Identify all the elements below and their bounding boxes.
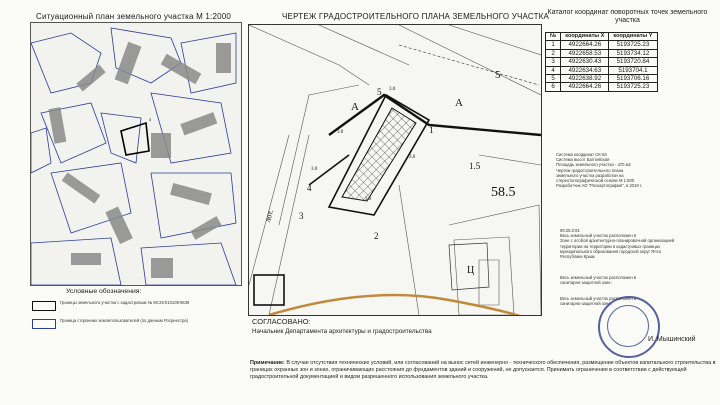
dim-label-1: 3.0: [389, 87, 396, 92]
notes-block: [560, 228, 714, 306]
situational-plan-map: [30, 22, 242, 286]
drawing-title: ЧЕРТЕЖ ГРАДОСТРОИТЕЛЬНОГО ПЛАНА ЗЕМЕЛЬНОГО УЧАСТКА: [282, 12, 550, 21]
dim-label-4: 3.0: [409, 155, 416, 160]
approval-title: СОГЛАСОВАНО:: [252, 317, 311, 326]
cell-y: 5193706.16: [609, 75, 657, 83]
stamp-seal: [598, 296, 660, 358]
dim-label-2: 3.0: [337, 130, 344, 135]
coords-header-x: координаты X: [561, 33, 609, 41]
info-block: [556, 152, 714, 188]
note-line: Республики Крым.: [560, 254, 596, 260]
signature-name: И. Мышинский: [648, 336, 696, 343]
info-line: земельного участка разработан на: [556, 172, 624, 178]
situational-map-svg: [31, 23, 241, 285]
cell-x: 4922664.26: [561, 41, 609, 49]
info-line: Площадь земельного участка - 470 м2: [556, 162, 631, 168]
cell-num: 1: [546, 41, 561, 49]
map-label-5: 5: [149, 117, 152, 122]
note-line: 90:25:2:91: [560, 228, 580, 233]
footnote-prefix: Примечание:: [250, 360, 285, 366]
cell-num: 5: [546, 75, 561, 83]
note-line: муниципального образования городской округ Ялта: [560, 248, 661, 254]
note-line: Зоне с особой архитектурно-планировочной организацией: [560, 238, 675, 244]
note-line: Весь земельный участок расположен в: [560, 233, 637, 239]
cell-x: 4922658.53: [561, 49, 609, 57]
legend-title: Условные обозначения:: [66, 288, 142, 295]
cell-x: 4922664.26: [561, 83, 609, 91]
legend-item-parcel: [30, 300, 240, 312]
legend-label-neighbors: Граница сторонних землепользователей (по данным Росреестра): [60, 318, 189, 323]
note-line: санитарно-защитной зоне.: [560, 300, 612, 306]
coords-table: [545, 32, 658, 92]
info-line: Система высот Балтийская: [556, 157, 610, 163]
cell-num: 3: [546, 58, 561, 66]
info-line: Система координат СК-63: [556, 152, 607, 157]
note-line: территории на территории в кадастровых границах: [560, 243, 661, 249]
zone-label-a2: А: [455, 97, 463, 109]
legend-item-neighbors: [30, 318, 240, 330]
zone-label-15: 1.5: [469, 161, 481, 171]
cell-x: 4922630.43: [561, 58, 609, 66]
legend-label-parcel: Границы земельного участка с кадастровым № 90:25:010109:9639: [60, 300, 190, 305]
cell-y: 5193704.1: [609, 66, 657, 74]
dim-label-3: 3.0: [311, 167, 318, 172]
table-row: [546, 49, 658, 57]
point-label-4: 4: [307, 183, 312, 193]
building-label-c: Ц: [467, 265, 475, 276]
coords-title: Каталог координат поворотных точек земельного участка: [547, 9, 708, 24]
note-line: Весь земельный участок расположен в: [560, 275, 637, 281]
note-line: Весь земельный участок расположен в: [560, 295, 637, 301]
drawing-panel: [248, 24, 542, 316]
footnote: [250, 360, 716, 381]
cell-y: 5193720.84: [609, 58, 657, 66]
legend-swatch-black: [32, 301, 56, 311]
legend-swatch-blue: [32, 319, 56, 329]
cell-num: 2: [546, 49, 561, 57]
table-row: [546, 58, 658, 66]
cell-x: 4922634.63: [561, 66, 609, 74]
point-label-2: 2: [374, 231, 379, 241]
info-line: Чертеж градостроительного плана: [556, 167, 624, 173]
cell-num: 6: [546, 83, 561, 91]
point-label-1: 1: [429, 125, 434, 135]
cell-x: 4922638.92: [561, 75, 609, 83]
dim-label-5: 3.0: [365, 197, 372, 202]
elevation-label: 58.5: [491, 185, 516, 200]
coords-header-y: координаты Y: [609, 33, 657, 41]
point-label-5: 5: [377, 87, 382, 97]
cell-y: 5193725.23: [609, 83, 657, 91]
cell-num: 4: [546, 66, 561, 74]
cell-y: 5193734.12: [609, 49, 657, 57]
info-line: стереотопографической основе М 1:500: [556, 178, 635, 184]
approval-text: Начальник Департамента архитектуры и градостроительства: [252, 328, 432, 335]
zone-label-a1: А: [351, 101, 359, 113]
street-label: лот.: [263, 208, 276, 224]
zone-label-5: 5: [495, 69, 501, 81]
situational-plan-title: Ситуационный план земельного участка М 1:2000: [36, 12, 232, 21]
point-label-3: 3: [299, 211, 304, 221]
coords-header-num: №: [546, 33, 561, 41]
info-line: Разработчик АО "Роскартография", в 2018 г.: [556, 183, 643, 189]
table-row: [546, 83, 658, 91]
table-row: [546, 66, 658, 74]
cell-y: 5193725.23: [609, 41, 657, 49]
table-row: [546, 41, 658, 49]
table-row: [546, 75, 658, 83]
coords-header-row: [546, 33, 658, 41]
note-line: санитарно-защитной зоне.: [560, 280, 612, 286]
footnote-text: В случае отсутствия технических условий, или согласований на вынос сетей инженерно - технического обеспечения, размещение объектов капитального строительства в границах охранных зон и зонах, ограничивающих расстояния до фундаментов зданий и сооружений, не допускается. Принимать ограничения в соответствии с действующей градостроительной документацией и видом разрешенного использования земельного участка.: [250, 360, 716, 380]
